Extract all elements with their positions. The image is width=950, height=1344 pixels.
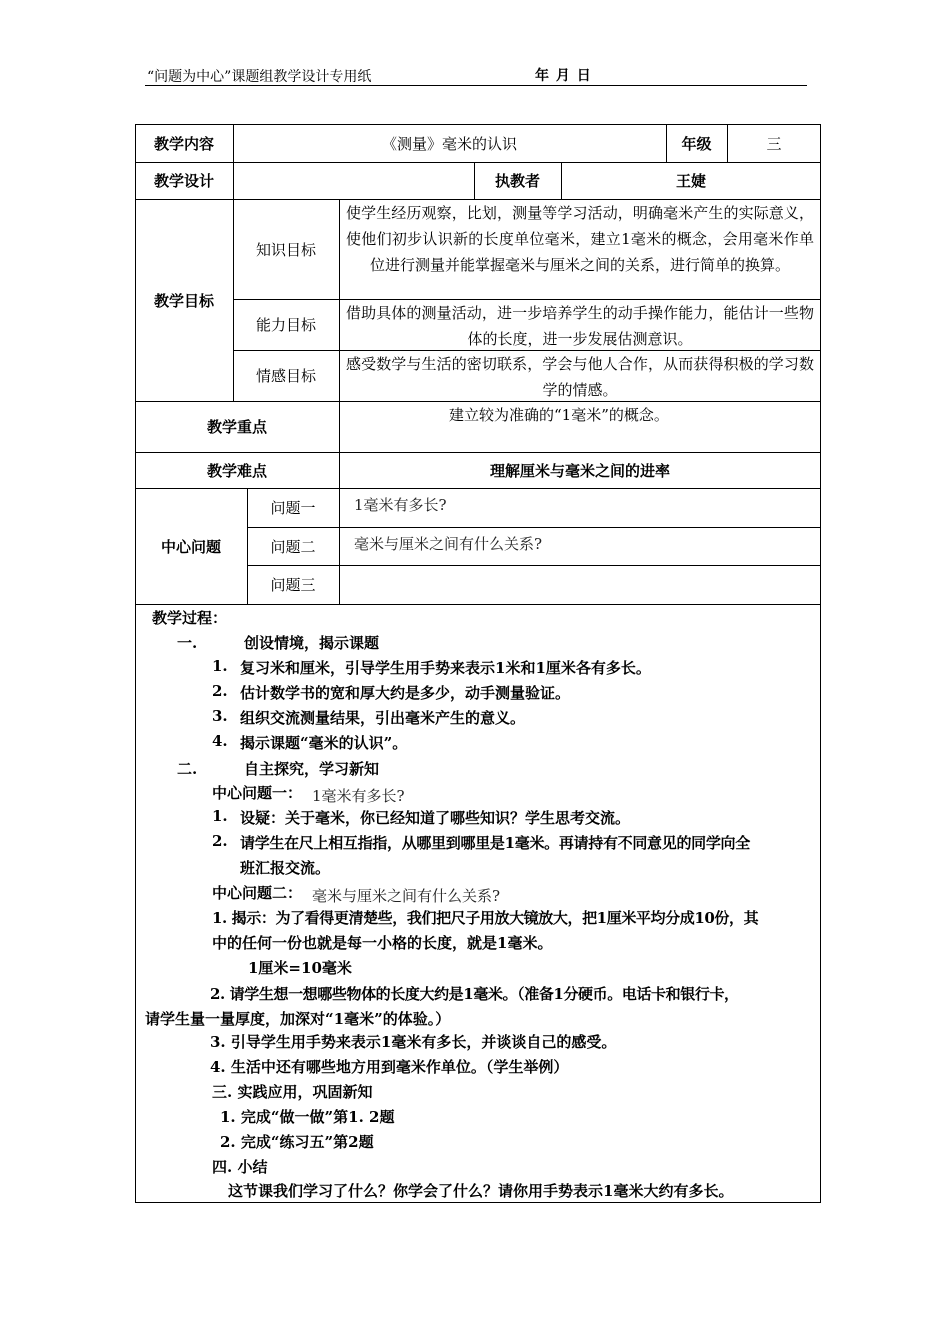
section-3-item-2: 2. 完成“练习五”第2题 bbox=[220, 1133, 374, 1151]
step-number: 3. bbox=[212, 707, 228, 725]
center-question-2-label: 中心问题二： bbox=[212, 884, 303, 902]
section-4-title: 四. 小结 bbox=[212, 1158, 268, 1176]
difficulty-text: 理解厘米与毫米之间的进率 bbox=[489, 461, 670, 480]
section-1-item-1: 复习米和厘米，引导学生用手势来表示1米和1厘米各有多长。 bbox=[240, 659, 651, 677]
design-label: 教学设计 bbox=[153, 172, 214, 190]
step-number: 2. bbox=[212, 832, 228, 850]
formula: 1厘米=10毫米 bbox=[248, 959, 352, 977]
center-question-1-label: 中心问题一： bbox=[212, 784, 303, 802]
section-1-title: 创设情境，揭示课题 bbox=[244, 634, 380, 652]
center-question-2-text: 毫米与厘米之间有什么关系? bbox=[312, 887, 501, 905]
header-title: “问题为中心”课题组教学设计专用纸 bbox=[147, 69, 372, 85]
goals-label: 教学目标 bbox=[153, 291, 214, 310]
question-2-text: 毫米与厘米之间有什么关系? bbox=[354, 535, 543, 553]
step-number: 2. bbox=[212, 682, 228, 700]
section-2-item-2-line-1: 请学生在尺上相互指指，从哪里到哪里是1毫米。再请持有不同意见的同学向全 bbox=[240, 834, 750, 852]
section-1-item-4: 揭示课题“毫米的认识”。 bbox=[240, 734, 408, 752]
teacher-value: 王婕 bbox=[675, 172, 706, 190]
section-1-item-3: 组织交流测量结果，引出毫米产生的意义。 bbox=[240, 709, 526, 727]
step-number: 4. bbox=[212, 732, 228, 750]
step-number: 1. bbox=[212, 657, 228, 675]
emotion-goal-text: 感受数学与生活的密切联系，学会与他人合作，从而获得积极的学习数学的情感。 bbox=[346, 355, 814, 399]
paragraph-2-line-2: 请学生量一量厚度，加深对“1毫米”的体验。） bbox=[145, 1010, 451, 1028]
paragraph-1-line-1: 1. 揭示：为了看得更清楚些，我们把尺子用放大镜放大，把1厘米平均分成10份，其 bbox=[212, 909, 759, 927]
paragraph-2-line-1: 2. 请学生想一想哪些物体的长度大约是1毫米。（准备1分硬币。电话卡和银行卡， bbox=[210, 985, 739, 1003]
question-2-label: 问题二 bbox=[270, 537, 316, 556]
section-2-number: 二. bbox=[177, 760, 198, 778]
section-2-item-2-line-2: 班汇报交流。 bbox=[240, 859, 331, 877]
question-1-label: 问题一 bbox=[270, 499, 316, 517]
header-date: 年 月 日 bbox=[535, 68, 592, 84]
emotion-goal-label: 情感目标 bbox=[255, 367, 316, 385]
question-3-label: 问题三 bbox=[270, 576, 316, 594]
focus-label: 教学重点 bbox=[206, 418, 267, 436]
paragraph-1-line-2: 中的任何一份也就是每一小格的长度，就是1毫米。 bbox=[212, 934, 553, 952]
header-rule bbox=[145, 85, 807, 86]
teacher-label: 执教者 bbox=[494, 172, 540, 190]
section-1-item-2: 估计数学书的宽和厚大约是多少，动手测量验证。 bbox=[240, 684, 571, 702]
section-3-item-1: 1. 完成“做一做”第1. 2题 bbox=[220, 1108, 395, 1126]
paragraph-4: 4. 生活中还有哪些地方用到毫米作单位。（学生举例） bbox=[210, 1058, 569, 1076]
summary: 这节课我们学习了什么？你学会了什么？请你用手势表示1毫米大约有多长。 bbox=[228, 1182, 734, 1200]
paragraph-3: 3. 引导学生用手势来表示1毫米有多长，并谈谈自己的感受。 bbox=[210, 1033, 617, 1051]
section-2-title: 自主探究，学习新知 bbox=[244, 760, 380, 778]
ability-goal-label: 能力目标 bbox=[255, 316, 316, 334]
section-1-number: 一. bbox=[177, 634, 198, 652]
col-line bbox=[339, 199, 340, 604]
process-title: 教学过程： bbox=[152, 609, 228, 627]
step-number: 1. bbox=[212, 807, 228, 825]
difficulty-label: 教学难点 bbox=[206, 461, 267, 480]
knowledge-goal-label: 知识目标 bbox=[255, 240, 316, 259]
question-1-text: 1毫米有多长? bbox=[354, 496, 447, 514]
ability-goal-text: 借助具体的测量活动，进一步培养学生的动手操作能力，能估计一些物体的长度，进一步发展估测意识。 bbox=[346, 304, 814, 348]
section-2-item-1: 设疑：关于毫米，你已经知道了哪些知识？学生思考交流。 bbox=[240, 809, 631, 827]
content-label: 教学内容 bbox=[153, 134, 214, 153]
focus-text: 建立较为准确的“1毫米”的概念。 bbox=[449, 406, 669, 424]
knowledge-goal-text: 使学生经历观察，比划，测量等学习活动，明确毫米产生的实际意义，使他们初步认识新的长度单位毫米，建立1毫米的概念，会用毫米作单位进行测量并能掌握毫米与厘米之间的关系，进行简单的换算。 bbox=[346, 204, 814, 274]
grade-label: 年级 bbox=[681, 134, 712, 153]
section-3-title: 三. 实践应用，巩固新知 bbox=[212, 1083, 373, 1101]
row-line bbox=[135, 604, 821, 605]
center-question-1-text: 1毫米有多长? bbox=[312, 787, 405, 805]
content-value: 《测量》毫米的认识 bbox=[381, 134, 517, 153]
grade-value: 三 bbox=[766, 134, 782, 153]
center-question-label: 中心问题 bbox=[160, 537, 221, 556]
